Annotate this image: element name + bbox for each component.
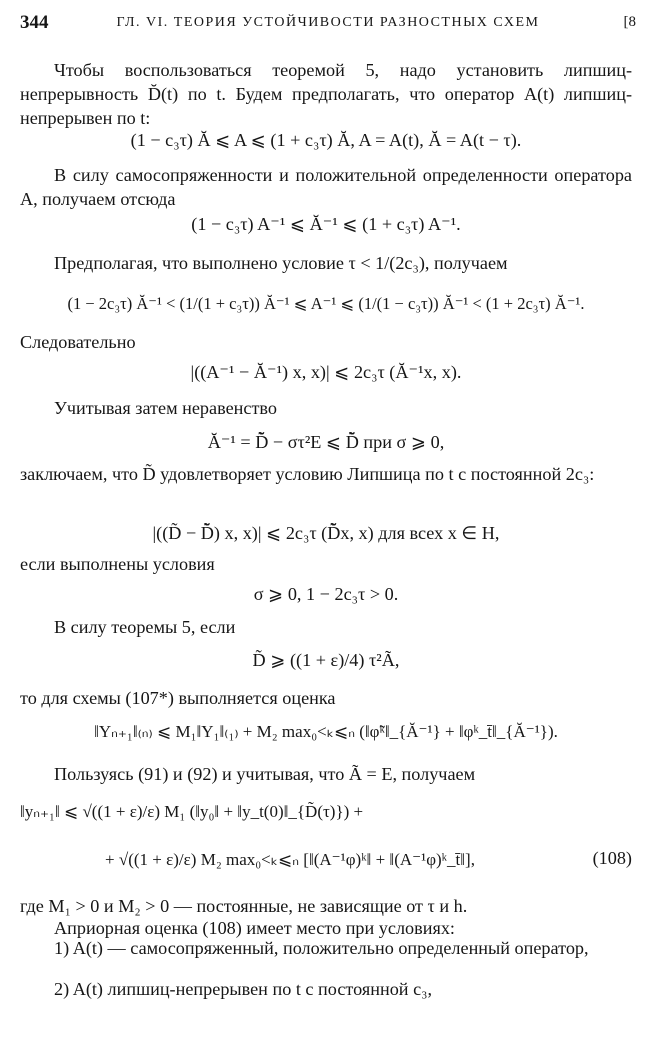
- paragraph-consequently: Следовательно: [20, 332, 136, 352]
- formula-conditions: σ ⩾ 0, 1 − 2c₃τ > 0.: [253, 584, 399, 604]
- section-mark: [8: [623, 14, 636, 30]
- formula-lipschitz-a: (1 − c₃τ) Ă ⩽ A ⩽ (1 + c₃τ) Ă, A = A(t), Ă = A(t − τ).: [130, 130, 522, 150]
- paragraph-constants: где M₁ > 0 и M₂ > 0 — постоянные, не зависящие от τ и h.: [20, 896, 468, 916]
- paragraph-theorem-ref: В силу теоремы 5, если: [54, 617, 236, 637]
- paragraph-self-adjoint: В силу самосопряженности и положительной определенности оператора A, получаем отсюда: [20, 165, 632, 209]
- paragraph-intro: Чтобы воспользоваться теоремой 5, надо установить липшиц-непрерывность D̆(t) по t. Будем предполагать, что оператор A(t) липшиц-непрерывен по t:: [20, 60, 632, 128]
- page-number: 344: [20, 12, 49, 33]
- list-item-2: 2) A(t) липшиц-непрерывен по t с постоянной c₃,: [54, 979, 433, 999]
- paragraph-using-refs: Пользуясь (91) и (92) и учитывая, что Ã = E, получаем: [54, 764, 476, 784]
- formula-d-inequality: Ă⁻¹ = D̆̃ − στ²E ⩽ D̆̃ при σ ⩾ 0,: [207, 432, 445, 452]
- formula-d-bound: D̃ ⩾ ((1 + ε)/4) τ²Ã,: [252, 650, 400, 670]
- running-title: ГЛ. VI. ТЕОРИЯ УСТОЙЧИВОСТИ РАЗНОСТНЫХ СХЕМ: [116, 15, 540, 30]
- formula-inverse-difference: |((A⁻¹ − Ă⁻¹) x, x)| ⩽ 2c₃τ (Ă⁻¹x, x).: [190, 362, 462, 382]
- formula-inverse-bounds: (1 − c₃τ) A⁻¹ ⩽ Ă⁻¹ ⩽ (1 + c₃τ) A⁻¹.: [191, 214, 461, 234]
- paragraph-inequality-intro: Учитывая затем неравенство: [54, 398, 277, 418]
- paragraph-condition: Предполагая, что выполнено условие τ < 1/(2c₃), получаем: [54, 253, 508, 273]
- formula-d-lipschitz: |((D̃ − D̆̃) x, x)| ⩽ 2c₃τ (D̆̃x, x) для всех x ∈ H,: [152, 523, 500, 543]
- paragraph-apriori: Априорная оценка (108) имеет место при условиях:: [54, 918, 455, 938]
- paragraph-conditions-intro: если выполнены условия: [20, 554, 215, 574]
- formula-108-line1: ‖yₙ₊₁‖ ⩽ √((1 + ε)/ε) M₁ (‖y₀‖ + ‖y_t(0)‖_{D̃(τ)}) +: [20, 802, 364, 821]
- running-header: [20, 12, 636, 34]
- equation-label-108: (108): [592, 848, 632, 868]
- formula-108-line2: + √((1 + ε)/ε) M₂ max₀<ₖ⩽ₙ [‖(A⁻¹φ)ᵏ‖ + ‖(A⁻¹φ)ᵏ_t̄‖],: [105, 850, 475, 869]
- formula-estimate-y: ‖Yₙ₊₁‖₍ₙ₎ ⩽ M₁‖Y₁‖₍₁₎ + M₂ max₀<ₖ⩽ₙ (‖φ̃ᵏ‖_{Ă⁻¹} + ‖φᵏ_t̄‖_{Ă⁻¹}).: [94, 722, 558, 741]
- paragraph-estimate-intro: то для схемы (107*) выполняется оценка: [20, 688, 336, 708]
- formula-chain-inequality: (1 − 2c₃τ) Ă⁻¹ < (1/(1 + c₃τ)) Ă⁻¹ ⩽ A⁻¹ ⩽ (1/(1 − c₃τ)) Ă⁻¹ < (1 + 2c₃τ) Ă⁻¹.: [67, 294, 585, 313]
- paragraph-conclusion: заключаем, что D̃ удовлетворяет условию Липшица по t с постоянной 2c₃:: [20, 464, 595, 484]
- list-item-1: 1) A(t) — самосопряженный, положительно определенный оператор,: [54, 938, 589, 958]
